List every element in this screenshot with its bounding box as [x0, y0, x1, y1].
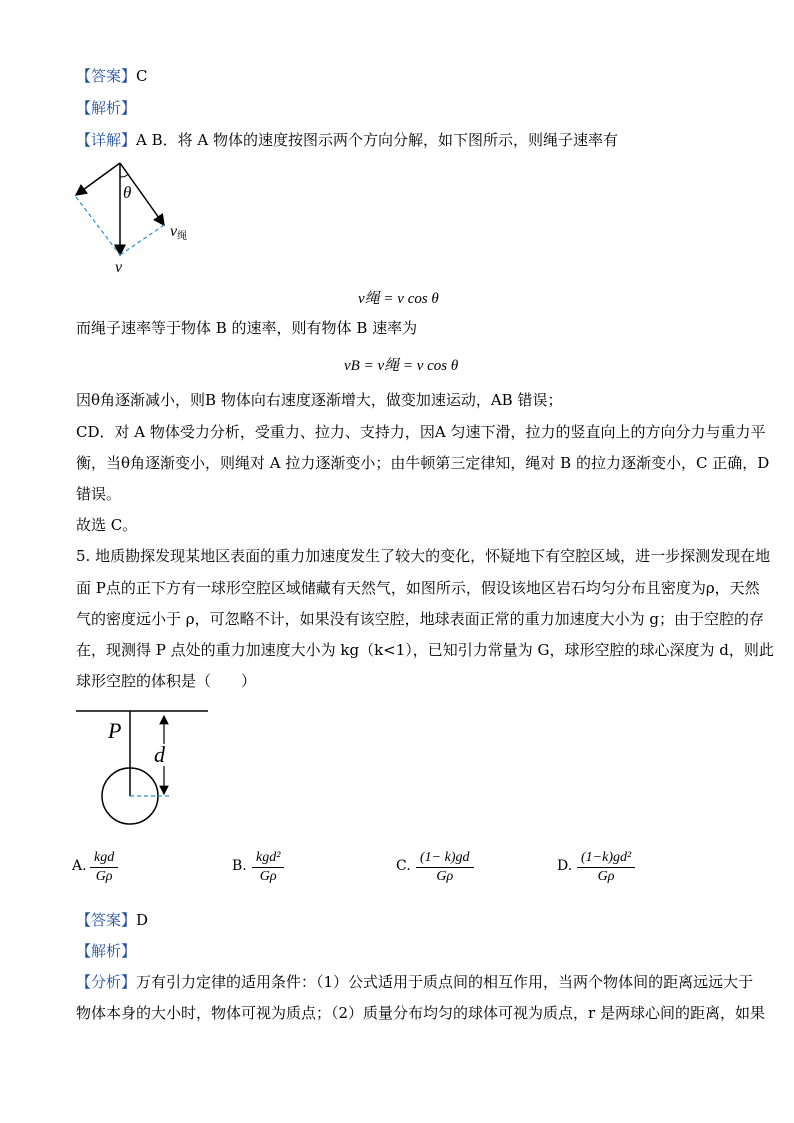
analysis-text-1: 万有引力定律的适用条件：（1）公式适用于质点间的相互作用，当两个物体间的距离远远大于	[136, 973, 754, 991]
option-a-label[interactable]: A.	[72, 858, 87, 874]
v-perp-vector	[76, 163, 120, 195]
option-c-label[interactable]: C.	[396, 858, 411, 874]
choose-line: 故选 C。	[76, 516, 138, 534]
v-label: v	[115, 259, 123, 276]
v-rope-label: v绳	[170, 223, 188, 242]
answer-value: C	[136, 67, 148, 85]
theta-line: 因θ角逐渐减小，则B 物体向右速度逐渐增大，做变加速运动，AB 错误；	[76, 391, 563, 409]
q5-stem-5: 球形空腔的体积是（ ）	[76, 672, 257, 690]
answer-tag: 【答案】	[76, 67, 137, 85]
analysis-tag: 【解析】	[76, 99, 137, 117]
equation-v-rope: v绳 = v cos θ	[358, 291, 439, 307]
answer-value: D	[136, 911, 149, 929]
option-d-fraction[interactable]: $\frac{\text{(1−k)gd²}}{G\rho}$	[577, 850, 635, 885]
detail-text: A B．将 A 物体的速度按图示两个方向分解，如下图所示，则绳子速率有	[136, 131, 619, 149]
answer-line-q5	[76, 910, 148, 930]
option-c-fraction[interactable]: $\frac{(1- k)gd}{G\rho}$	[416, 850, 474, 885]
q5-stem-2: 面 P点的正下方有一球形空腔区域储藏有天然气，如图所示，假设该地区岩石均匀分布且密度为ρ，天然	[76, 579, 760, 597]
option-a-fraction[interactable]: kgd Gρ	[90, 850, 118, 885]
cd-line-1: CD．对 A 物体受力分析，受重力、拉力、支持力，因A 匀速下滑，拉力的竖直向上的方向分力与重力平	[76, 423, 766, 441]
analysis-line-1	[76, 972, 753, 992]
option-b-label[interactable]: B.	[232, 858, 247, 874]
analysis-line-2: 物体本身的大小时，物体可视为质点；（2）质量分布均匀的球体可视为质点，r 是两球心间的距离，如果	[76, 1004, 765, 1022]
detail-tag: 【详解】	[76, 131, 137, 149]
theta-label: θ	[123, 183, 132, 202]
dashed-guide	[76, 197, 120, 255]
dashed-guide	[120, 225, 164, 255]
point-p-label: P	[108, 718, 122, 743]
q5-stem-4: 在，现测得 P 点处的重力加速度大小为 kg（k<1），已知引力常量为 G，球形空腔的球心深度为 d，则此	[76, 641, 774, 659]
theta-arc	[120, 174, 128, 177]
rope-speed-line: 而绳子速率等于物体 B 的速率，则有物体 B 速率为	[76, 319, 418, 337]
option-d-label[interactable]: D.	[557, 858, 573, 874]
q5-stem-3: 气的密度远小于 ρ，可忽略不计，如果没有该空腔，地球表面正常的重力加速度大小为 g；由于空腔的存	[76, 610, 764, 628]
answer-tag: 【答案】	[76, 911, 137, 929]
cd-line-2: 衡，当θ角逐渐变小，则绳对 A 拉力逐渐变小；由牛顿第三定律知，绳对 B 的拉力逐渐变小，C 正确，D	[76, 454, 770, 472]
detail-line	[76, 130, 618, 150]
velocity-decomposition-figure	[66, 155, 206, 285]
option-b-fraction[interactable]: kgd² Gρ	[252, 850, 284, 885]
answer-line-q4	[76, 66, 148, 86]
analysis-tag: 【解析】	[76, 942, 137, 960]
cavity-figure	[76, 704, 216, 830]
q5-stem-1: 5. 地质勘探发现某地区表面的重力加速度发生了较大的变化，怀疑地下有空腔区域，进一步探测发现在地	[76, 547, 771, 565]
depth-d-label: d	[154, 742, 165, 767]
analysis-label: 【分析】	[76, 973, 137, 991]
cd-line-3: 错误。	[76, 485, 122, 503]
equation-vb: vB = v绳 = v cos θ	[344, 358, 459, 374]
